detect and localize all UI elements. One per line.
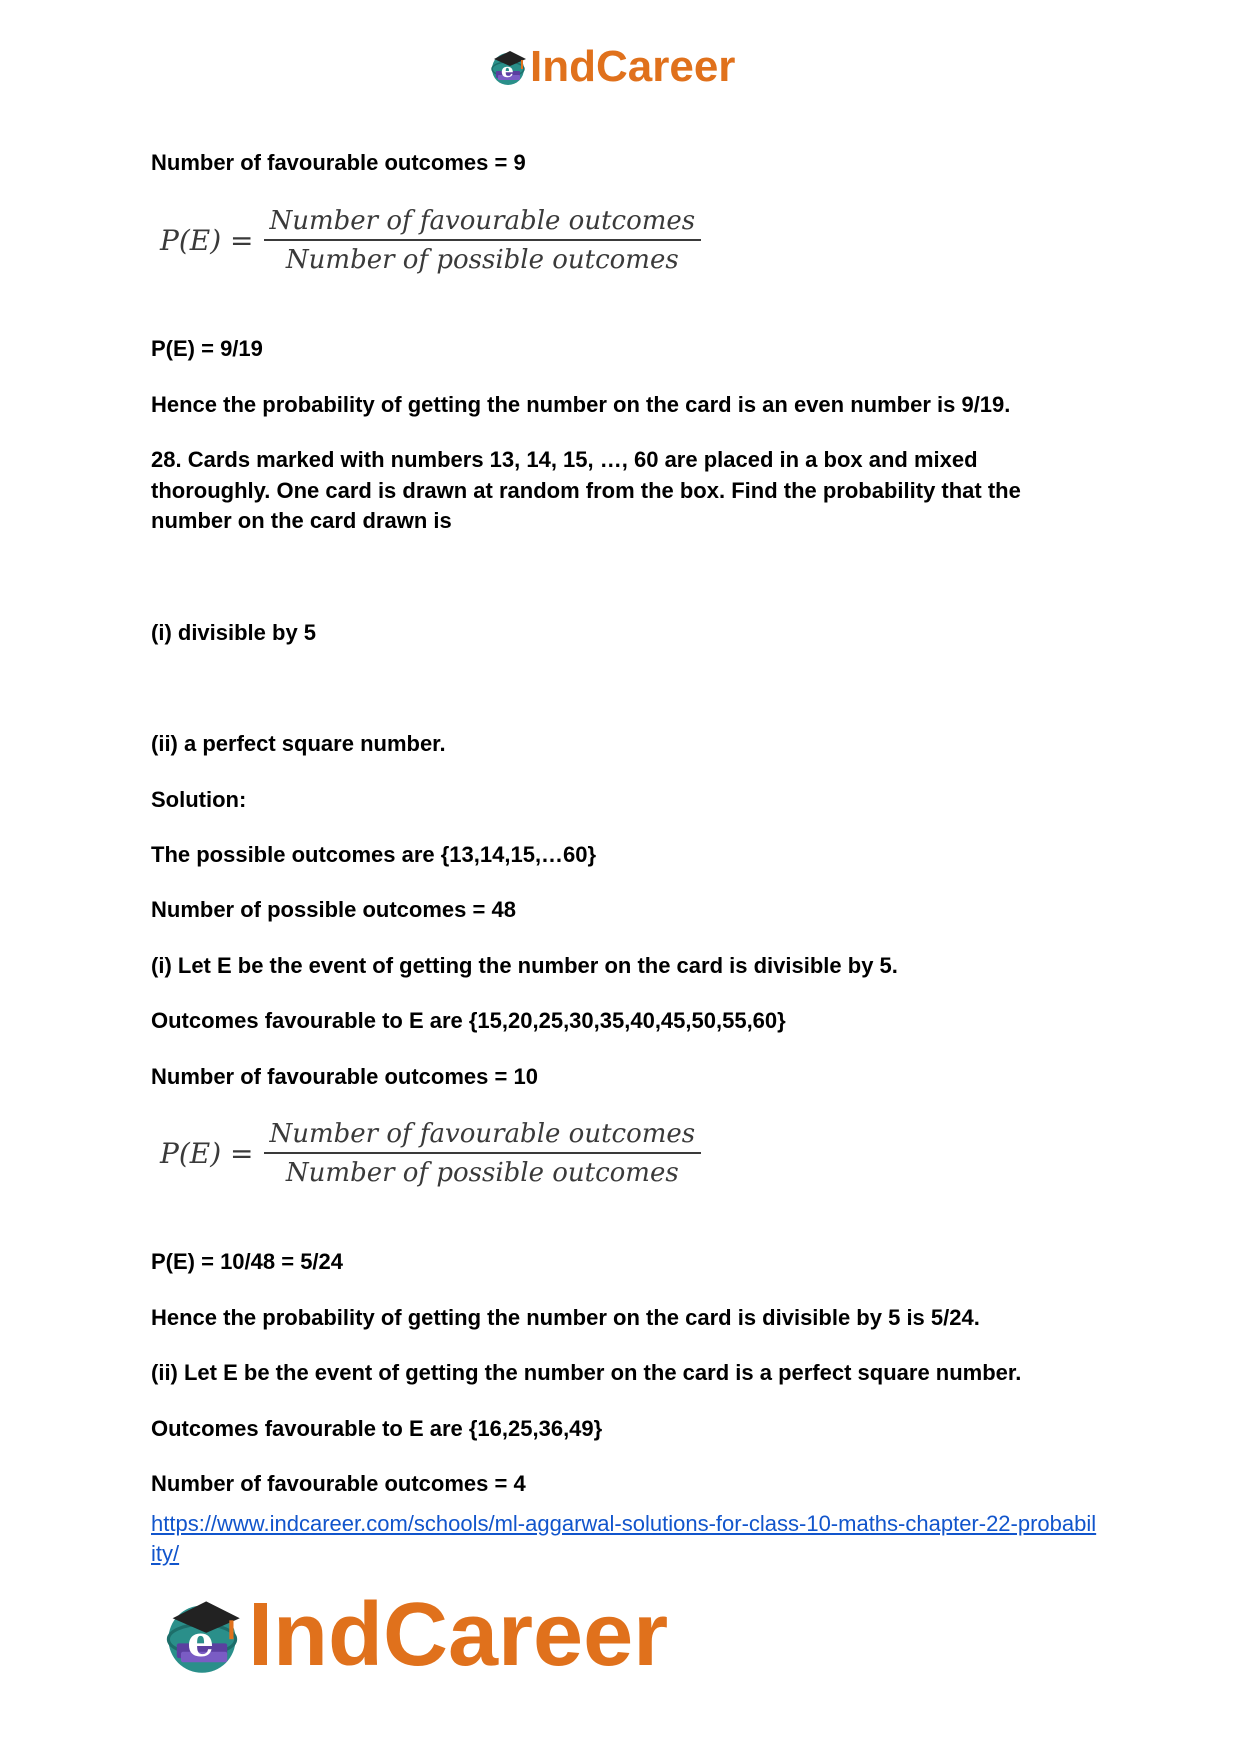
probability-formula [160,206,701,275]
formula-denominator: Number of possible outcomes [285,245,679,275]
formula-lhs: P(E) = [160,224,254,257]
possible-count-line: Number of possible outcomes = 48 [151,897,516,922]
conclusion-i-line: Hence the probability of getting the number on the card is divisible by 5 is 5/24. [151,1305,980,1330]
svg-text:e: e [501,58,514,82]
formula-lhs: P(E) = [160,1137,254,1170]
formula-fraction [264,1119,702,1188]
favourable-outcomes-ii-line: Outcomes favourable to E are {16,25,36,49} [151,1416,603,1441]
question-28-part-ii: (ii) a perfect square number. [151,731,446,756]
event-ii-line: (ii) Let E be the event of getting the number on the card is a perfect square number. [151,1360,1022,1385]
source-link[interactable]: https://www.indcareer.com/schools/ml-aggarwal-solutions-for-class-10-maths-chapter-22-probability/ [151,1511,1097,1566]
fraction-bar [264,1152,702,1154]
favourable-count-i-line: Number of favourable outcomes = 10 [151,1064,538,1089]
fraction-bar [264,239,702,241]
probability-formula-2 [160,1119,701,1188]
solution-heading: Solution: [151,787,247,812]
possible-outcomes-line: The possible outcomes are {13,14,15,…60} [151,842,597,867]
formula-denominator: Number of possible outcomes [285,1158,679,1188]
formula-numerator: Number of favourable outcomes [269,206,696,236]
formula-fraction [264,206,702,275]
favourable-count-ii-line: Number of favourable outcomes = 4 [151,1471,526,1496]
brand-name: IndCareer [248,1584,669,1685]
probability-result: P(E) = 9/19 [151,336,263,361]
formula-numerator: Number of favourable outcomes [269,1119,696,1149]
indcareer-logo-bottom [160,1585,668,1685]
indcareer-logo-top [488,42,735,92]
graduation-cap-globe-icon [488,47,528,87]
favourable-outcomes-i-line: Outcomes favourable to E are {15,20,25,30,35,40,45,50,55,60} [151,1008,786,1033]
probability-result-i: P(E) = 10/48 = 5/24 [151,1249,344,1274]
conclusion-line: Hence the probability of getting the number on the card is an even number is 9/19. [151,392,1011,417]
favourable-count-line: Number of favourable outcomes = 9 [151,150,526,175]
svg-text:e: e [187,1617,215,1666]
graduation-cap-globe-icon [160,1593,244,1677]
brand-name: IndCareer [530,42,736,91]
question-28: 28. Cards marked with numbers 13, 14, 15, …, 60 are placed in a box and mixed thoroughly. One card is drawn at random from the box. Find the probability that the number on the card drawn is [151,447,1021,533]
event-i-line: (i) Let E be the event of getting the number on the card is divisible by 5. [151,953,898,978]
question-28-part-i: (i) divisible by 5 [151,620,317,645]
